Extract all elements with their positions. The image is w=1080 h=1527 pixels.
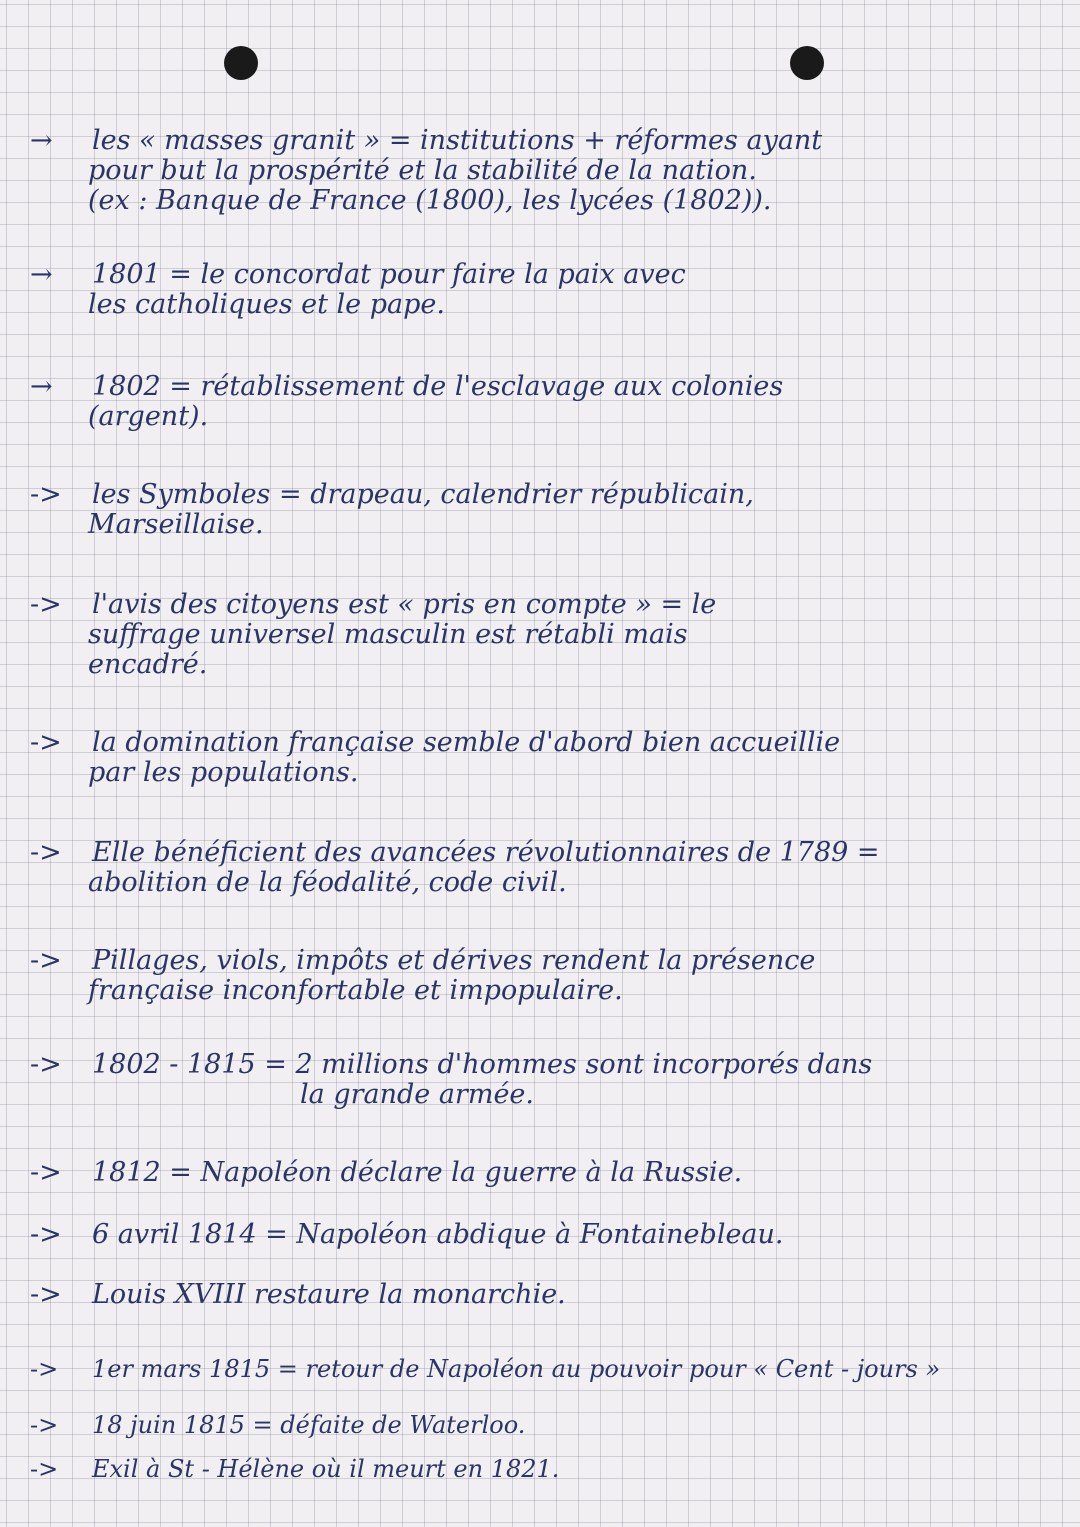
note-line: Pillages, viols, impôts et dérives rendent la présence <box>92 945 816 976</box>
arrow-icon: -> <box>30 945 62 976</box>
note-item <box>30 1410 1060 1440</box>
note-item <box>30 1354 1060 1384</box>
note-line: la domination française semble d'abord bien accueillie <box>92 727 841 758</box>
binder-hole <box>224 46 258 80</box>
binder-hole <box>790 46 824 80</box>
note-line: Marseillaise. <box>88 509 264 540</box>
note-line: 1812 = Napoléon déclare la guerre à la Russie. <box>92 1157 743 1188</box>
arrow-icon: -> <box>30 1157 62 1188</box>
arrow-icon: -> <box>30 1411 59 1439</box>
note-item <box>30 1158 1060 1188</box>
arrow-icon: -> <box>30 479 62 510</box>
note-item <box>30 946 1060 1006</box>
arrow-icon: -> <box>30 1049 62 1080</box>
arrow-icon: -> <box>30 837 62 868</box>
note-line: (ex : Banque de France (1800), les lycées (1802)). <box>88 185 772 216</box>
note-item <box>30 838 1060 898</box>
note-item <box>30 372 1060 432</box>
arrow-icon: -> <box>30 589 62 620</box>
note-line: Exil à St - Hélène où il meurt en 1821. <box>92 1455 560 1483</box>
note-item <box>30 126 1060 216</box>
note-item <box>30 590 1060 680</box>
note-line: (argent). <box>88 401 209 432</box>
note-item <box>30 1220 1060 1250</box>
note-line: les catholiques et le pape. <box>88 289 445 320</box>
note-line: encadré. <box>88 649 208 680</box>
note-item <box>30 480 1060 540</box>
note-line: pour but la prospérité et la stabilité de la nation. <box>88 155 757 186</box>
note-line: abolition de la féodalité, code civil. <box>88 867 567 898</box>
arrow-icon: -> <box>30 1455 59 1483</box>
arrow-icon: → <box>30 371 53 402</box>
note-line: l'avis des citoyens est « pris en compte » = le <box>92 589 717 620</box>
note-line: 18 juin 1815 = défaite de Waterloo. <box>92 1411 526 1439</box>
note-item <box>30 1280 1060 1310</box>
note-line: Louis XVIII restaure la monarchie. <box>92 1279 566 1310</box>
note-item <box>30 1454 1060 1484</box>
note-item <box>30 260 1060 320</box>
note-line: Elle bénéficient des avancées révolutionnaires de 1789 = <box>92 837 880 868</box>
arrow-icon: → <box>30 259 53 290</box>
note-line: 1802 = rétablissement de l'esclavage aux colonies <box>92 371 784 402</box>
note-item <box>30 728 1060 788</box>
note-line: 6 avril 1814 = Napoléon abdique à Fontainebleau. <box>92 1219 784 1250</box>
arrow-icon: -> <box>30 1219 62 1250</box>
note-line: 1er mars 1815 = retour de Napoléon au pouvoir pour « Cent - jours » <box>92 1355 941 1383</box>
note-line: les « masses granit » = institutions + réformes ayant <box>92 125 823 156</box>
note-item <box>30 1050 1060 1110</box>
arrow-icon: -> <box>30 1279 62 1310</box>
note-line: française inconfortable et impopulaire. <box>88 975 623 1006</box>
note-line: par les populations. <box>88 757 359 788</box>
note-line: suffrage universel masculin est rétabli mais <box>88 619 688 650</box>
note-line: 1802 - 1815 = 2 millions d'hommes sont incorporés dans <box>92 1049 873 1080</box>
arrow-icon: -> <box>30 727 62 758</box>
note-line: la grande armée. <box>300 1079 534 1110</box>
note-line: 1801 = le concordat pour faire la paix avec <box>92 259 686 290</box>
note-line: les Symboles = drapeau, calendrier républicain, <box>92 479 754 510</box>
arrow-icon: -> <box>30 1355 59 1383</box>
arrow-icon: → <box>30 125 53 156</box>
